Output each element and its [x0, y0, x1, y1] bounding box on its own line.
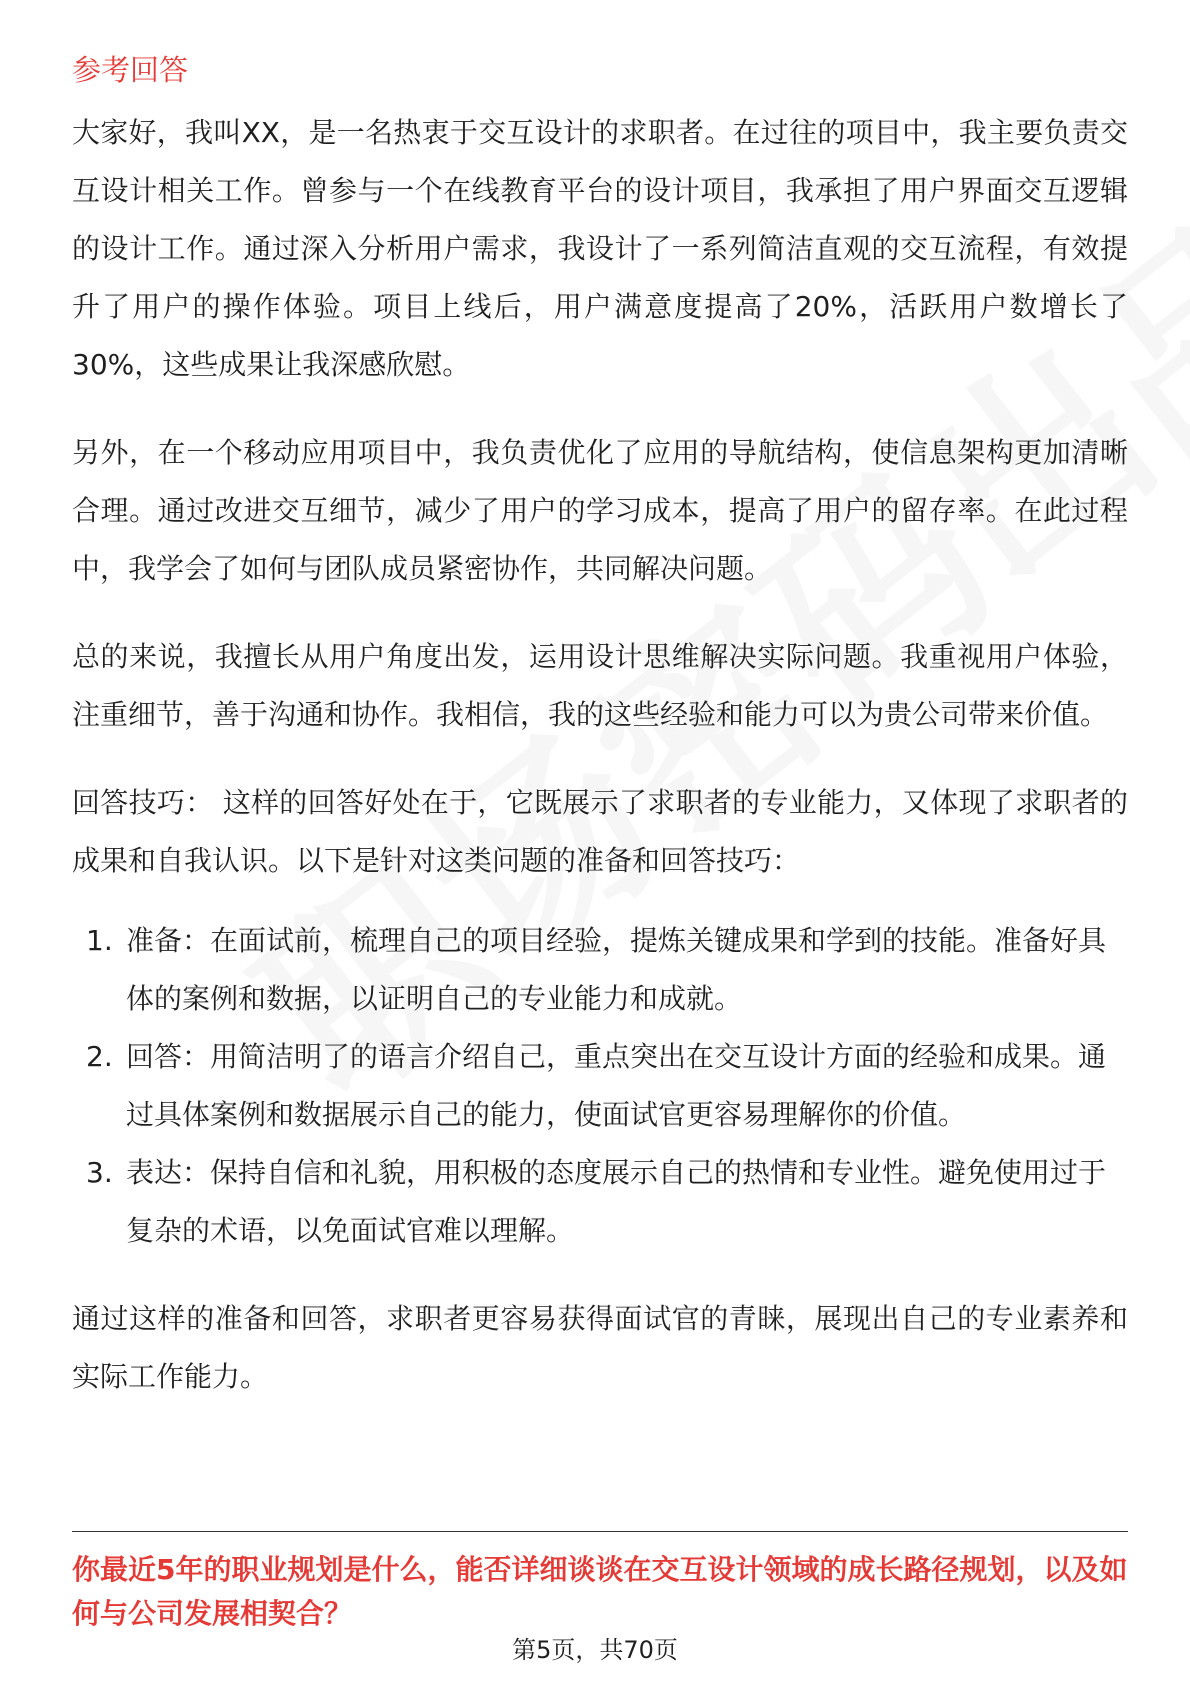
answer-section [72, 48, 1128, 1406]
tips-list [72, 912, 1128, 1260]
list-item-text: 回答：用简洁明了的语言介绍自己，重点突出在交互设计方面的经验和成果。通过具体案例和数据展示自己的能力，使面试官更容易理解你的价值。 [126, 1040, 1107, 1131]
page-number: 第5页，共70页 [512, 1636, 678, 1664]
section-divider [72, 1531, 1128, 1532]
list-number: 3. [86, 1156, 113, 1189]
paragraph-summary: 总的来说，我擅长从用户角度出发，运用设计思维解决实际问题。我重视用户体验，注重细节，善于沟通和协作。我相信，我的这些经验和能力可以为贵公司带来价值。 [72, 640, 1128, 731]
list-number: 1. [86, 924, 113, 957]
paragraph-closing: 通过这样的准备和回答，求职者更容易获得面试官的青睐，展现出自己的专业素养和实际工作能力。 [72, 1302, 1128, 1393]
paragraph-mobile-project: 另外，在一个移动应用项目中，我负责优化了应用的导航结构，使信息架构更加清晰合理。通过改进交互细节，减少了用户的学习成本，提高了用户的留存率。在此过程中，我学会了如何与团队成员紧密协作，共同解决问题。 [72, 436, 1128, 585]
section-title: 参考回答 [72, 53, 189, 87]
list-item [72, 1144, 1128, 1260]
list-item-text: 准备：在面试前，梳理自己的项目经验，提炼关键成果和学到的技能。准备好具体的案例和数据，以证明自己的专业能力和成就。 [126, 924, 1107, 1015]
paragraph-tips-intro: 回答技巧： 这样的回答好处在于，它既展示了求职者的专业能力，又体现了求职者的成果和自我认识。以下是针对这类问题的准备和回答技巧： [72, 786, 1128, 877]
list-item [72, 912, 1128, 1028]
list-number: 2. [86, 1040, 113, 1073]
paragraph-intro: 大家好，我叫XX，是一名热衷于交互设计的求职者。在过往的项目中，我主要负责交互设计相关工作。曾参与一个在线教育平台的设计项目，我承担了用户界面交互逻辑的设计工作。通过深入分析用户需求，我设计了一系列简洁直观的交互流程，有效提升了用户的操作体验。项目上线后，用户满意度提高了20%，活跃用户数增长了30%，这些成果让我深感欣慰。 [72, 116, 1128, 381]
list-item [72, 1028, 1128, 1144]
list-item-text: 表达：保持自信和礼貌，用积极的态度展示自己的热情和专业性。避免使用过于复杂的术语，以免面试官难以理解。 [126, 1156, 1107, 1247]
next-question-heading: 你最近5年的职业规划是什么，能否详细谈谈在交互设计领域的成长路径规划，以及如何与公司发展相契合？ [72, 1553, 1128, 1630]
